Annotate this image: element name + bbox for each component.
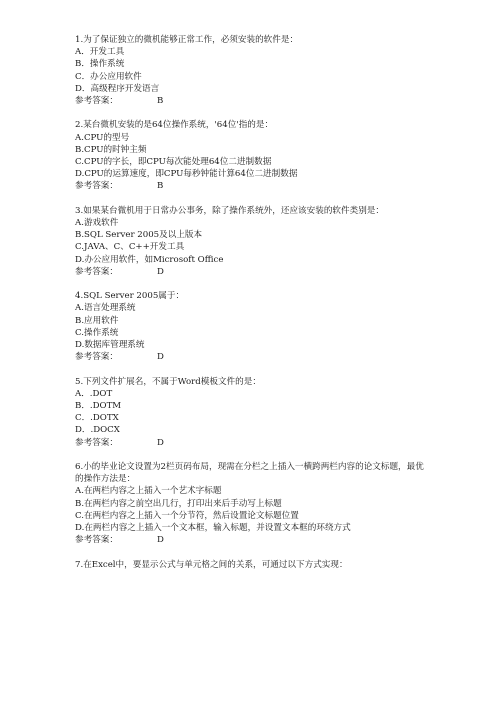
question-stem: 7.在Excel中，要显示公式与单元格之间的关系，可通过以下方式实现： bbox=[75, 559, 348, 570]
option-a: A.CPU的型号 bbox=[75, 132, 130, 143]
option-a: A.语言处理系统 bbox=[75, 303, 136, 314]
option-d: D.数据库管理系统 bbox=[75, 340, 145, 351]
option-d: D．高级程序开发语言 bbox=[75, 83, 160, 94]
option-d: D．.DOCX bbox=[75, 425, 120, 436]
answer-value: D bbox=[157, 437, 164, 448]
answer-row bbox=[75, 351, 425, 363]
option-b: B.在两栏内容之前空出几行，打印出来后手动写上标题 bbox=[75, 498, 282, 509]
question-stem: 3.如果某台微机用于日常办公事务，除了操作系统外，还应该安装的软件类别是： bbox=[75, 205, 384, 216]
option-a: A.在两栏内容之上插入一个艺术字标题 bbox=[75, 486, 222, 497]
answer-value: B bbox=[157, 181, 164, 192]
answer-row bbox=[75, 266, 425, 278]
question-stem: 1.为了保证独立的微机能够正常工作，必须安装的软件是： bbox=[75, 35, 299, 45]
option-b: B.CPU的时钟主频 bbox=[75, 144, 147, 155]
answer-value: D bbox=[157, 352, 164, 363]
answer-label: 参考答案： bbox=[75, 437, 118, 448]
option-d: D.CPU的运算速度，即CPU每秒钟能计算64位二进制数据 bbox=[75, 169, 298, 180]
answer-row bbox=[75, 437, 425, 449]
option-d: D.在两栏内容之上插入一个文本框，输入标题，并设置文本框的环绕方式 bbox=[75, 523, 351, 534]
answer-label: 参考答案： bbox=[75, 535, 118, 546]
option-b: B.SQL Server 2005及以上版本 bbox=[75, 230, 203, 241]
question-4 bbox=[75, 290, 425, 363]
question-stem: 4.SQL Server 2005属于： bbox=[75, 291, 185, 302]
answer-row bbox=[75, 534, 425, 546]
option-b: B．操作系统 bbox=[75, 59, 125, 70]
option-b: B.应用软件 bbox=[75, 315, 119, 326]
answer-label: 参考答案： bbox=[75, 266, 118, 277]
answer-value: D bbox=[157, 266, 164, 277]
answer-value: B bbox=[157, 96, 164, 107]
question-2 bbox=[75, 119, 425, 192]
question-6 bbox=[75, 461, 425, 546]
question-stem: 6.小的毕业论文设置为2栏页码布局，现需在分栏之上插入一横跨两栏内容的论文标题，最优的操作方法是： bbox=[75, 462, 424, 485]
question-list bbox=[75, 34, 425, 583]
option-c: C．办公应用软件 bbox=[75, 71, 142, 82]
question-3 bbox=[75, 205, 425, 278]
question-7 bbox=[75, 559, 425, 571]
option-a: A．开发工具 bbox=[75, 47, 125, 58]
option-b: B．.DOTM bbox=[75, 401, 122, 412]
answer-row bbox=[75, 180, 425, 192]
answer-label: 参考答案： bbox=[75, 96, 118, 107]
answer-label: 参考答案： bbox=[75, 352, 118, 363]
option-a: A.游戏软件 bbox=[75, 218, 119, 229]
option-c: C.在两栏内容之上插入一个分节符，然后设置论文标题位置 bbox=[75, 510, 299, 521]
option-c: C．.DOTX bbox=[75, 413, 119, 424]
option-a: A．.DOT bbox=[75, 388, 113, 399]
answer-value: D bbox=[157, 535, 164, 546]
question-5 bbox=[75, 376, 425, 449]
question-stem: 5.下列文件扩展名，不属于Word模板文件的是： bbox=[75, 376, 261, 387]
option-c: C.操作系统 bbox=[75, 327, 119, 338]
answer-label: 参考答案： bbox=[75, 181, 118, 192]
option-d: D.办公应用软件，如Microsoft Office bbox=[75, 254, 224, 265]
question-stem: 2.某台微机安装的是64位操作系统，'64位'指的是： bbox=[75, 120, 274, 131]
question-1 bbox=[75, 34, 425, 107]
answer-row bbox=[75, 95, 425, 107]
option-c: C.JAVA、C、C++开发工具 bbox=[75, 242, 185, 253]
option-c: C.CPU的字长，即CPU每次能处理64位二进制数据 bbox=[75, 157, 272, 168]
